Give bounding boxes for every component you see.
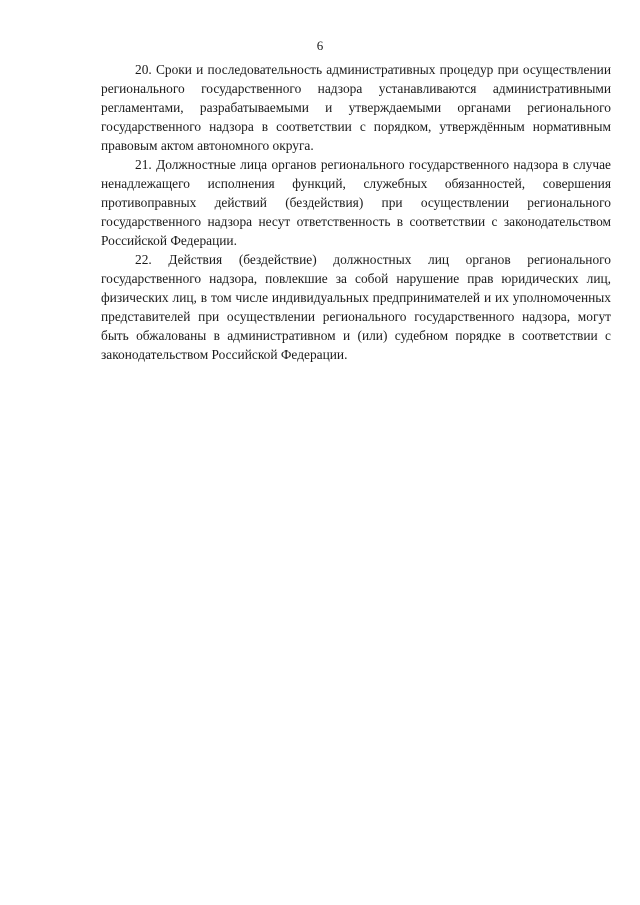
page-number: 6 <box>316 38 324 53</box>
paragraph-20: 20. Сроки и последовательность административных процедур при осуществлении регионального государственного надзора устанавливаются административными регламентами, разрабатываемыми и утверждаемыми органами регионального государственного надзора в соответствии с порядком, утверждённым нормативным правовым актом автономного округа. <box>101 62 611 153</box>
paragraph-21: 21. Должностные лица органов регионального государственного надзора в случае ненадлежащего исполнения функций, служебных обязанностей, совершения противоправных действий (бездействия) при осуществлении регионального государственного надзора несут ответственность в соответствии с законодательством Российской Федерации. <box>101 157 611 248</box>
paragraph-22: 22. Действия (бездействие) должностных лиц органов регионального государственного надзора, повлекшие за собой нарушение прав юридических лиц, физических лиц, в том числе индивидуальных предпринимателей и их уполномоченных представителей при осуществлении регионального государственного надзора, могут быть обжалованы в административном и (или) судебном порядке в соответствии с законодательством Российской Федерации. <box>101 252 611 362</box>
document-body <box>101 60 611 364</box>
